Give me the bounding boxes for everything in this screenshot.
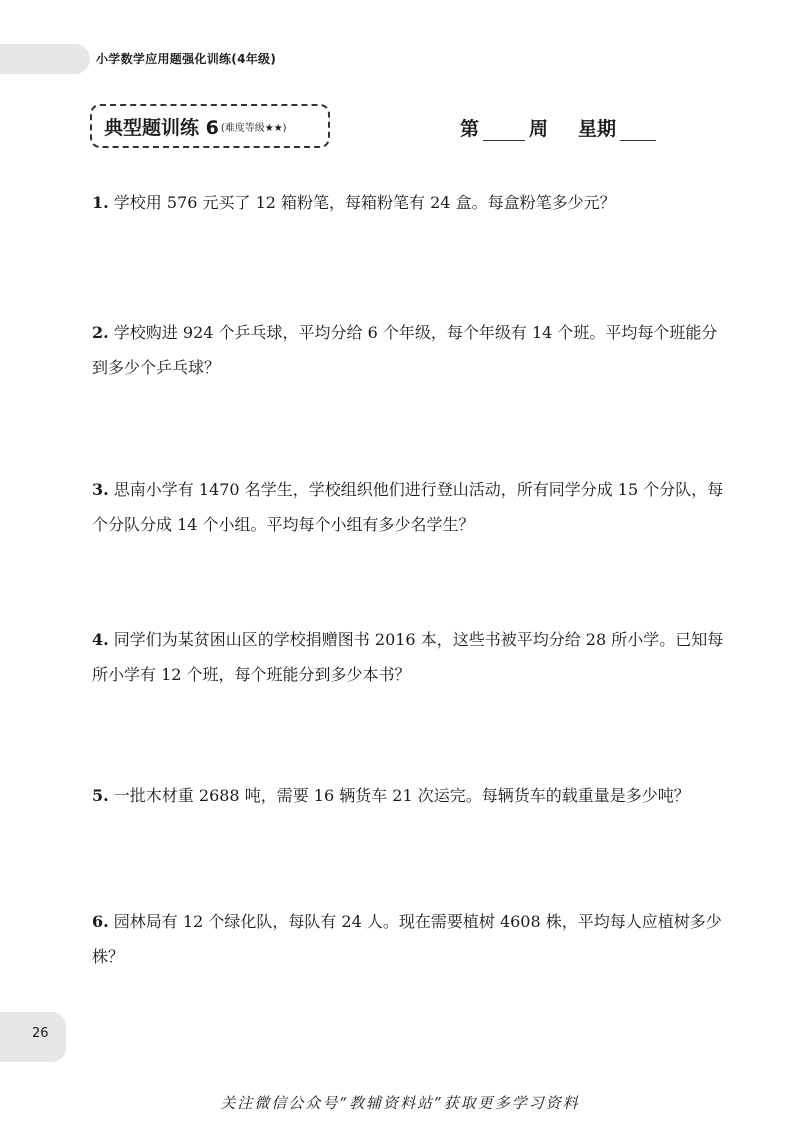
week-blank (483, 122, 525, 141)
header-band (0, 44, 90, 74)
week-label: 周 (529, 118, 549, 140)
question-number: 3. (92, 480, 109, 499)
weekday-label: 星期 (578, 118, 617, 140)
section-title-box (90, 104, 330, 148)
week-day-fill-in (460, 114, 656, 141)
section-title: 典型题训练 6 (104, 116, 219, 139)
question-6 (92, 904, 732, 974)
week-prefix: 第 (460, 118, 480, 140)
question-text: 学校购进 924 个乒乓球，平均分给 6 个年级，每个年级有 14 个班。平均每个班能分到多少个乒乓球？ (92, 323, 718, 377)
question-text: 思南小学有 1470 名学生，学校组织他们进行登山活动，所有同学分成 15 个分队，每个分队分成 14 个小组。平均每个小组有多少名学生？ (92, 480, 724, 534)
question-number: 1. (92, 193, 109, 212)
difficulty-label: (难度等级★★) (220, 122, 287, 134)
footer-note: 关注微信公众号“教辅资料站”获取更多学习资料 (220, 1094, 580, 1112)
question-5 (92, 778, 732, 813)
book-title: 小学数学应用题强化训练(4年级) (96, 52, 277, 66)
question-number: 4. (92, 630, 109, 649)
question-text: 园林局有 12 个绿化队，每队有 24 人。现在需要植树 4608 株，平均每人应植树多少株？ (92, 912, 722, 966)
question-2 (92, 315, 732, 385)
page-number: 26 (32, 1026, 49, 1041)
question-text: 一批木材重 2688 吨，需要 16 辆货车 21 次运完。每辆货车的载重量是多少吨？ (113, 786, 690, 805)
weekday-blank (620, 122, 656, 141)
question-3 (92, 472, 732, 542)
question-number: 5. (92, 786, 109, 805)
question-1 (92, 185, 732, 220)
question-text: 同学们为某贫困山区的学校捐赠图书 2016 本，这些书被平均分给 28 所小学。已知每所小学有 12 个班，每个班能分到多少本书？ (92, 630, 724, 684)
question-number: 6. (92, 912, 109, 931)
question-number: 2. (92, 323, 109, 342)
question-4 (92, 622, 732, 692)
question-text: 学校用 576 元买了 12 箱粉笔，每箱粉笔有 24 盒。每盒粉笔多少元？ (113, 193, 616, 212)
